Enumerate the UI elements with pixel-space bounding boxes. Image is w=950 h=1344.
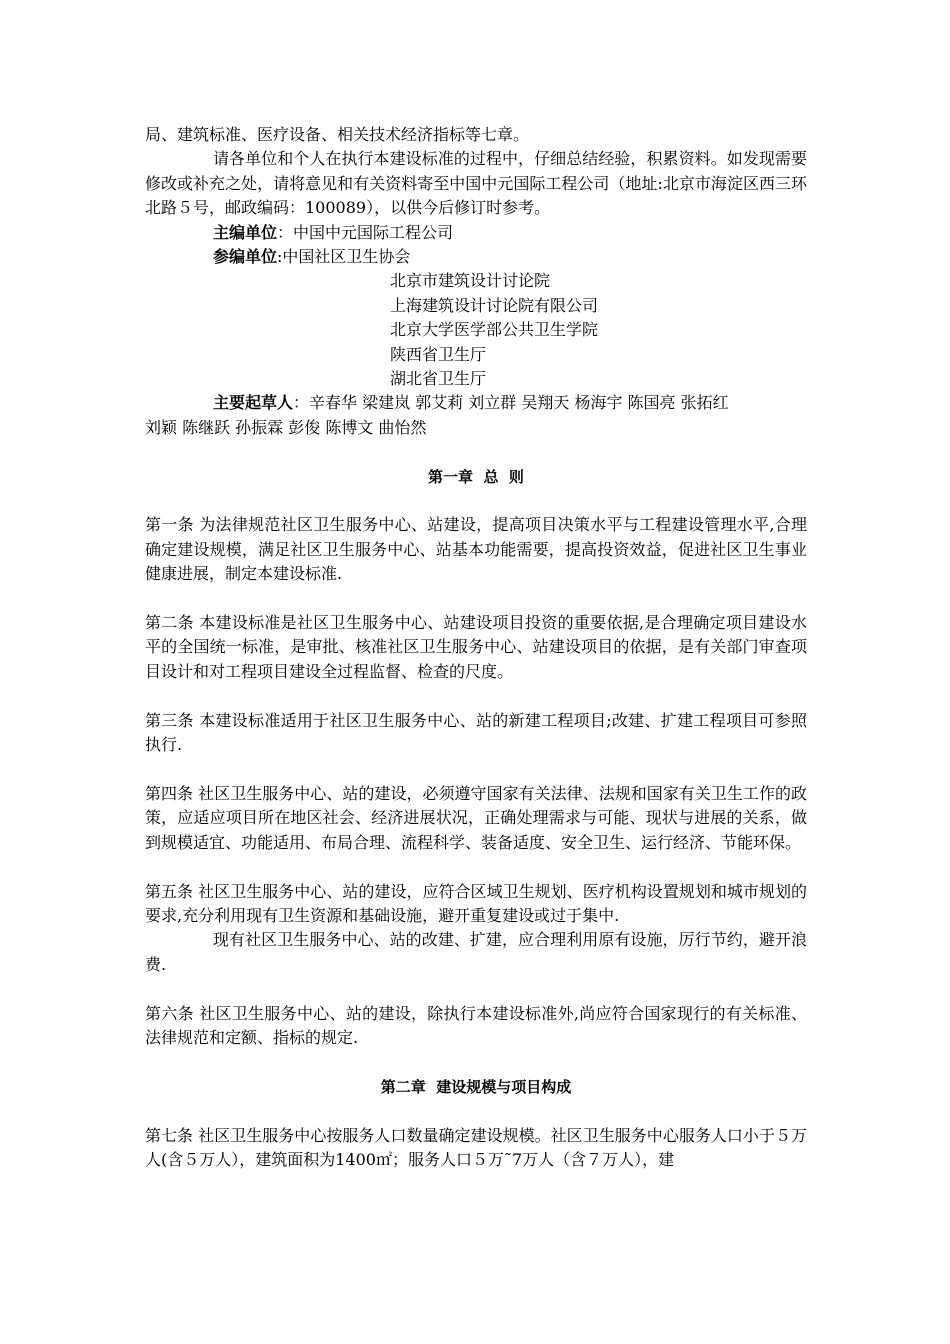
drafters-names: 辛春华 梁建岚 郭艾莉 刘立群 吴翔天 杨海宇 陈国亮 张拓红 xyxy=(309,393,729,413)
intro-line: 局、建筑标准、医疗设备、相关技术经济指标等七章。 xyxy=(145,125,530,144)
chief-editor-value: 中国中元国际工程公司 xyxy=(293,222,454,242)
document-body xyxy=(145,123,807,1172)
drafters-label: 主要起草人 xyxy=(213,393,294,413)
chief-editor-separator: ： xyxy=(277,222,294,242)
chief-editor-line xyxy=(145,221,807,245)
drafters-separator: ： xyxy=(293,393,310,413)
article-7: 第七条 社区卫生服务中心按服务人口数量确定建设规模。社区卫生服务中心服务人口小于５万人(含５万人），建筑面积为1400㎡；服务人口５万˜7万人（含７万人），建 xyxy=(145,1125,807,1169)
drafters-line xyxy=(145,391,807,415)
article-2: 第二条 本建设标准是社区卫生服务中心、站建设项目投资的重要依据,是合理确定项目建设水平的全国统一标准，是审批、核准社区卫生服务中心、站建设项目的依据，是有关部门审查项目设计和对工程项目建设全过程监督、检查的尺度。 xyxy=(145,613,807,681)
article-5: 第五条 社区卫生服务中心、站的建设，应符合区域卫生规划、医疗机构设置规划和城市规划的要求,充分利用现有卫生资源和基础设施，避开重复建设或过于集中. xyxy=(145,881,807,925)
co-editor-org: 陕西省卫生厅 xyxy=(390,344,487,364)
article-3: 第三条 本建设标准适用于社区卫生服务中心、站的新建工程项目;改建、扩建工程项目可参照执行. xyxy=(145,710,807,755)
chapter-2-title: 第二章 建设规模与项目构成 xyxy=(380,1077,572,1096)
co-editor-org: 湖北省卫生厅 xyxy=(390,369,487,389)
co-editor-line xyxy=(145,245,807,269)
article-4: 第四条 社区卫生服务中心、站的建设，必须遵守国家有关法律、法规和国家有关卫生工作的政策，应适应项目所在地区社会、经济进展状况，正确处理需求与可能、现状与进展的关系，做到规模适宜、功能适用、布局合理、流程科学、装备适度、安全卫生、运行经济、节能环保。 xyxy=(145,783,807,852)
co-editor-separator: : xyxy=(277,247,283,267)
chief-editor-label: 主编单位 xyxy=(213,222,278,242)
co-editor-first: 中国社区卫生协会 xyxy=(282,247,411,267)
feedback-paragraph: 请各单位和个人在执行本建设标准的过程中，仔细总结经验，积累资料。如发现需要修改或补充之处，请将意见和有关资料寄至中国中元国际工程公司（地址:北京市海淀区西三环北路５号，邮政编码：100089），以供今后修订时参考。 xyxy=(145,149,807,218)
chapter-1-title: 第一章 总 则 xyxy=(428,467,524,486)
co-editor-label: 参编单位 xyxy=(213,247,278,267)
co-editor-org: 北京市建筑设计讨论院 xyxy=(390,271,551,291)
co-editor-org: 北京大学医学部公共卫生学院 xyxy=(390,320,599,340)
co-editor-org: 上海建筑设计讨论院有限公司 xyxy=(390,295,599,315)
article-1: 第一条 为法律规范社区卫生服务中心、站建设，提高项目决策水平与工程建设管理水平,合理确定建设规模，满足社区卫生服务中心、站基本功能需要，提高投资效益，促进社区卫生事业健康进展，制定本建设标准. xyxy=(145,515,807,584)
article-6: 第六条 社区卫生服务中心、站的建设，除执行本建设标准外,尚应符合国家现行的有关标准、法律规范和定额、指标的规定. xyxy=(145,1003,807,1047)
drafters-names-continued: 刘颖 陈继跃 孙振霖 彭俊 陈博文 曲怡然 xyxy=(145,417,427,437)
article-5-paragraph-2: 现有社区卫生服务中心、站的改建、扩建，应合理利用原有设施，厉行节约，避开浪费. xyxy=(145,930,807,974)
